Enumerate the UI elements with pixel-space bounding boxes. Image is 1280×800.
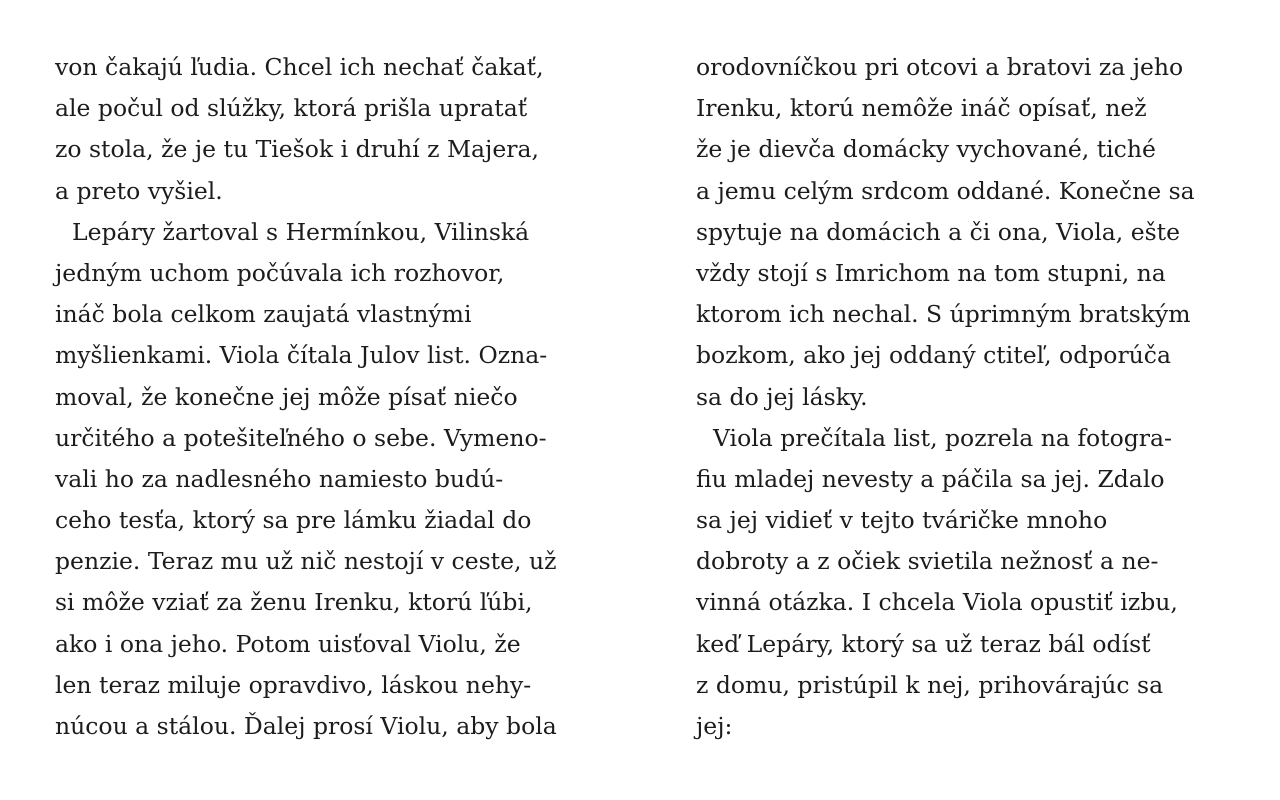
text-line: a preto vyšiel. xyxy=(55,176,223,205)
paragraph-start-line: Viola prečítala list, pozrela na fotogra- xyxy=(713,423,1172,452)
text-line: penzie. Teraz mu už nič nestojí v ceste, už xyxy=(55,547,557,576)
text-line: z domu, pristúpil k nej, prihovárajúc sa xyxy=(696,670,1164,699)
text-line: von čakajú ľudia. Chcel ich nechať čakať, xyxy=(55,53,544,81)
text-line: núcou a stálou. Ďalej prosí Violu, aby bola xyxy=(55,712,557,740)
text-line: si môže vziať za ženu Irenku, ktorú ľúbi, xyxy=(55,588,533,617)
text-line: dobroty a z očiek svietila nežnosť a ne- xyxy=(696,547,1159,576)
text-line: spytuje na domácich a či ona, Viola, ešte xyxy=(696,217,1181,246)
text-line: bozkom, ako jej oddaný ctiteľ, odporúča xyxy=(696,341,1171,370)
text-line: orodovníčkou pri otcovi a bratovi za jeho xyxy=(696,53,1184,81)
text-line: určitého a potešiteľného o sebe. Vymeno- xyxy=(55,423,547,452)
text-line: vždy stojí s Imrichom na tom stupni, na xyxy=(696,258,1166,287)
text-line: jej: xyxy=(696,712,733,740)
text-line: len teraz miluje opravdivo, láskou nehy- xyxy=(55,670,532,699)
right-text-column xyxy=(696,47,1236,747)
text-line: jedným uchom počúvala ich rozhovor, xyxy=(55,258,505,287)
text-line: keď Lepáry, ktorý sa už teraz bál odísť xyxy=(696,629,1151,658)
text-line: Irenku, ktorú nemôže ináč opísať, než xyxy=(696,94,1147,123)
text-line: vali ho za nadlesného namiesto budú- xyxy=(55,464,504,493)
paragraph-start-line: Lepáry žartoval s Hermínkou, Vilinská xyxy=(72,217,530,246)
text-line: fiu mladej nevesty a páčila sa jej. Zdalo xyxy=(696,464,1165,493)
text-line: a jemu celým srdcom oddané. Konečne sa xyxy=(696,176,1195,205)
text-line: ináč bola celkom zaujatá vlastnými xyxy=(55,300,472,329)
text-line: zo stola, že je tu Tiešok i druhí z Majera, xyxy=(55,135,539,164)
text-line: sa do jej lásky. xyxy=(696,382,868,411)
text-line: ceho tesťa, ktorý sa pre lámku žiadal do xyxy=(55,506,532,535)
text-line: ktorom ich nechal. S úprimným bratským xyxy=(696,300,1191,329)
left-text-column xyxy=(55,47,595,747)
text-line: moval, že konečne jej môže písať niečo xyxy=(55,382,518,411)
text-line: sa jej vidieť v tejto tváričke mnoho xyxy=(696,506,1108,535)
text-line: myšlienkami. Viola čítala Julov list. Ozna- xyxy=(55,341,548,370)
text-line: ale počul od slúžky, ktorá prišla upratať xyxy=(55,94,528,123)
text-line: že je dievča domácky vychované, tiché xyxy=(696,135,1156,164)
text-line: vinná otázka. I chcela Viola opustiť izbu, xyxy=(696,588,1178,617)
text-line: ako i ona jeho. Potom uisťoval Violu, že xyxy=(55,629,521,658)
